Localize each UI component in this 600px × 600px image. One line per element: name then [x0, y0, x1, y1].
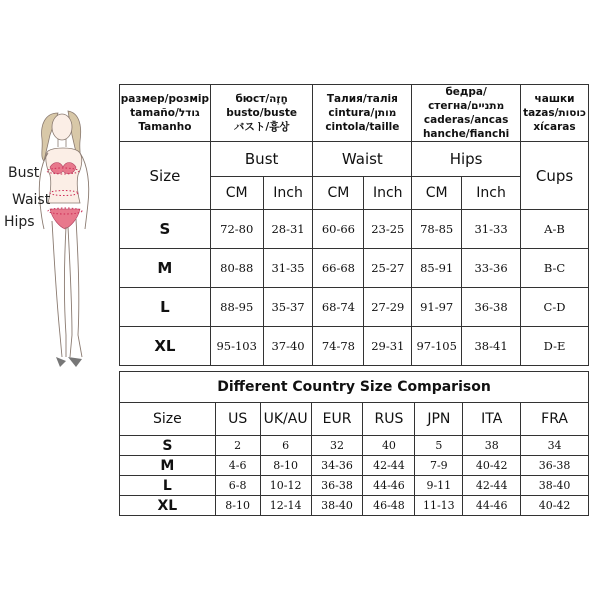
value-cell: 38-40: [521, 476, 589, 496]
value-cell: 38-41: [462, 327, 521, 366]
value-cell: 40-42: [521, 496, 589, 516]
woman-figure-illustration: [0, 95, 120, 385]
value-cell: 42-44: [463, 476, 521, 496]
value-cell: 5: [415, 436, 463, 456]
value-cell: 33-36: [462, 249, 521, 288]
waist-header-multilingual: Талия/талія cintura/מותן cintola/taille: [313, 85, 412, 142]
hips-group-header: Hips: [412, 142, 521, 177]
value-cell: 34-36: [311, 456, 363, 476]
value-cell: 46-48: [363, 496, 415, 516]
value-cell: 37-40: [263, 327, 313, 366]
value-cell: 38-40: [311, 496, 363, 516]
column-header: RUS: [363, 403, 415, 436]
unit-header: Inch: [263, 177, 313, 210]
language-header-row: [120, 85, 589, 142]
cups-column-header: Cups: [521, 142, 589, 210]
bust-header-multilingual: бюст/חָזֶה busto/buste バスト/흉상: [210, 85, 313, 142]
value-cell: A-B: [521, 210, 589, 249]
value-cell: D-E: [521, 327, 589, 366]
unit-header: CM: [313, 177, 364, 210]
value-cell: 78-85: [412, 210, 462, 249]
column-header: US: [215, 403, 260, 436]
size-header-multilingual: размер/розмір tamaño/גודל Tamanho: [120, 85, 211, 142]
cups-header-multilingual: чашки tazas/כוסות xícaras: [521, 85, 589, 142]
table-row: [120, 249, 589, 288]
value-cell: 95-103: [210, 327, 263, 366]
column-header: JPN: [415, 403, 463, 436]
column-header: FRA: [521, 403, 589, 436]
waist-group-header: Waist: [313, 142, 412, 177]
unit-header: Inch: [462, 177, 521, 210]
value-cell: 40: [363, 436, 415, 456]
table-row: [120, 476, 589, 496]
size-cell: XL: [120, 327, 211, 366]
value-cell: 35-37: [263, 288, 313, 327]
value-cell: 8-10: [260, 456, 311, 476]
value-cell: 25-27: [364, 249, 412, 288]
value-cell: 60-66: [313, 210, 364, 249]
column-header: UK/AU: [260, 403, 311, 436]
size-cell: M: [120, 456, 216, 476]
table-row: [120, 288, 589, 327]
value-cell: B-C: [521, 249, 589, 288]
value-cell: 68-74: [313, 288, 364, 327]
value-cell: 6: [260, 436, 311, 456]
bust-label: Bust: [8, 165, 40, 181]
hips-label: Hips: [4, 214, 35, 230]
table-row: [120, 327, 589, 366]
value-cell: 72-80: [210, 210, 263, 249]
size-cell: L: [120, 288, 211, 327]
title-row: [120, 372, 589, 403]
value-cell: 7-9: [415, 456, 463, 476]
bust-group-header: Bust: [210, 142, 313, 177]
size-cell: L: [120, 476, 216, 496]
value-cell: 36-38: [311, 476, 363, 496]
value-cell: 91-97: [412, 288, 462, 327]
table-row: [120, 496, 589, 516]
value-cell: 36-38: [521, 456, 589, 476]
value-cell: 23-25: [364, 210, 412, 249]
size-column-header: Size: [120, 142, 211, 210]
value-cell: 8-10: [215, 496, 260, 516]
value-cell: 74-78: [313, 327, 364, 366]
value-cell: 66-68: [313, 249, 364, 288]
country-header-row: [120, 403, 589, 436]
value-cell: 4-6: [215, 456, 260, 476]
value-cell: 42-44: [363, 456, 415, 476]
value-cell: 31-33: [462, 210, 521, 249]
size-cell: XL: [120, 496, 216, 516]
hips-header-multilingual: бедра/стегна/מתניים caderas/ancas hanche/fianchi: [412, 85, 521, 142]
value-cell: 11-13: [415, 496, 463, 516]
table-title: Different Country Size Comparison: [120, 372, 589, 403]
value-cell: 44-46: [363, 476, 415, 496]
value-cell: 27-29: [364, 288, 412, 327]
size-cell: M: [120, 249, 211, 288]
value-cell: 10-12: [260, 476, 311, 496]
unit-header: Inch: [364, 177, 412, 210]
value-cell: 28-31: [263, 210, 313, 249]
column-header: EUR: [311, 403, 363, 436]
table-row: [120, 436, 589, 456]
value-cell: 88-95: [210, 288, 263, 327]
value-cell: 80-88: [210, 249, 263, 288]
column-header: Size: [120, 403, 216, 436]
value-cell: 6-8: [215, 476, 260, 496]
value-cell: 31-35: [263, 249, 313, 288]
value-cell: 9-11: [415, 476, 463, 496]
value-cell: 44-46: [463, 496, 521, 516]
value-cell: 85-91: [412, 249, 462, 288]
value-cell: 29-31: [364, 327, 412, 366]
value-cell: 2: [215, 436, 260, 456]
column-header: ITA: [463, 403, 521, 436]
unit-header: CM: [210, 177, 263, 210]
body-measurement-figure: [0, 95, 120, 385]
waist-label: Waist: [12, 192, 51, 208]
value-cell: C-D: [521, 288, 589, 327]
value-cell: 32: [311, 436, 363, 456]
size-cell: S: [120, 436, 216, 456]
size-chart-table: [119, 84, 589, 366]
size-cell: S: [120, 210, 211, 249]
group-header-row: [120, 142, 589, 177]
value-cell: 36-38: [462, 288, 521, 327]
value-cell: 97-105: [412, 327, 462, 366]
table-row: [120, 210, 589, 249]
value-cell: 40-42: [463, 456, 521, 476]
table-row: [120, 456, 589, 476]
value-cell: 12-14: [260, 496, 311, 516]
country-size-comparison-table: [119, 371, 589, 516]
value-cell: 38: [463, 436, 521, 456]
value-cell: 34: [521, 436, 589, 456]
unit-header: CM: [412, 177, 462, 210]
